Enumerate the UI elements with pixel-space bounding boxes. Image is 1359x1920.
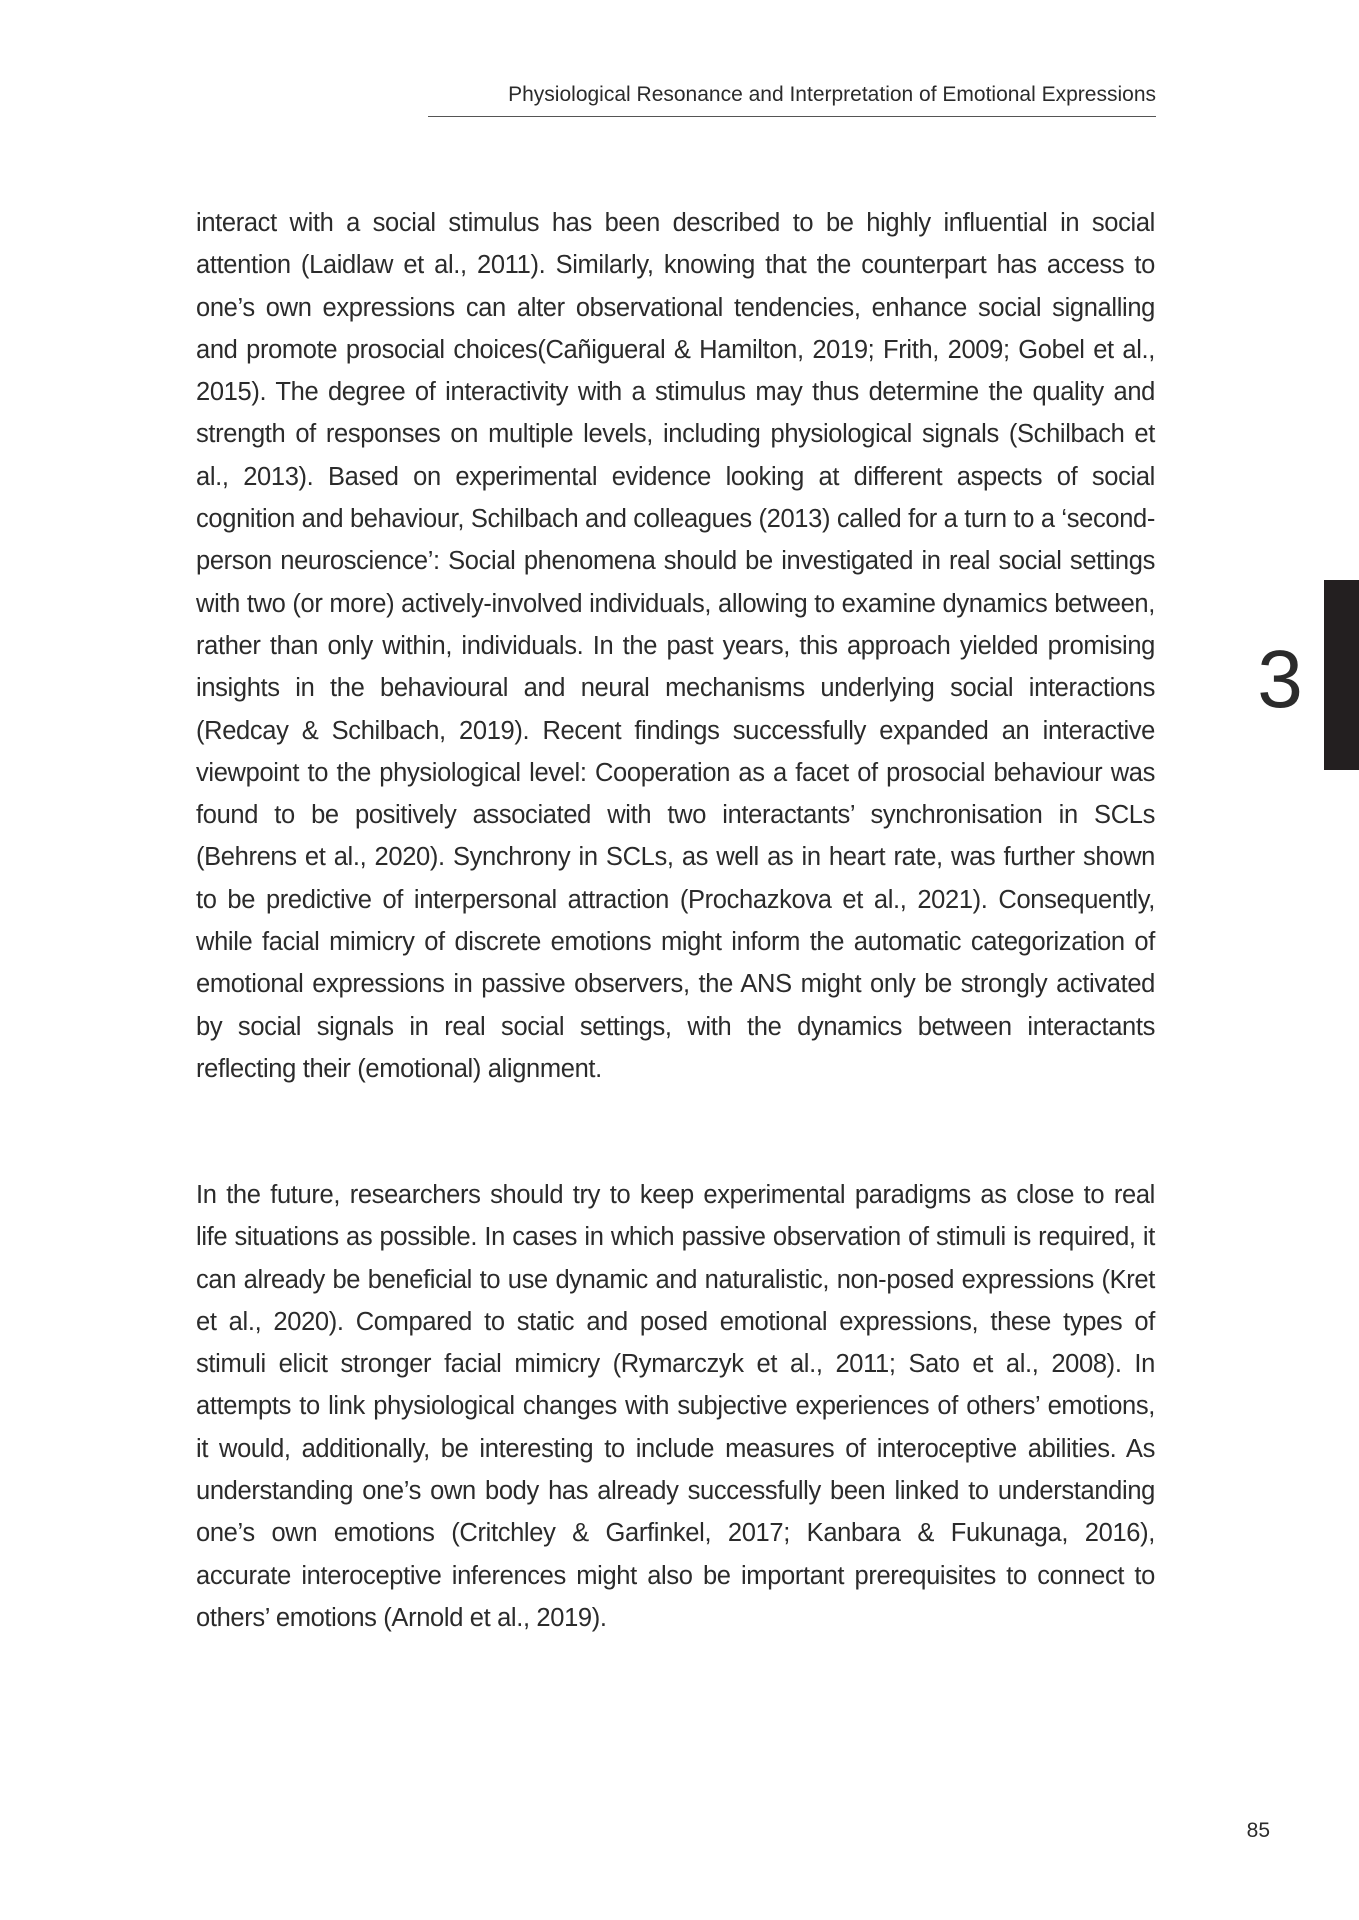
paragraph-text: interact with a social stimulus has been described to be highly influential in social attention (Laidlaw et al., 2011). Similarly, knowing that the counterpart has access to one’s own expressions can alter observational tendencies, enhance social signalling and promote prosocial choices(Cañigueral & Hamilton, 2019; Frith, 2009; Gobel et al., 2015). The degree of interactivity with a stimulus may thus determine the quality and strength of responses on multiple levels, including physiological signals (Schilbach et al., 2013). Based on experimental evidence looking at different aspects of social cognition and behaviour, Schilbach and colleagues (2013) called for a turn to a ‘second-person neuroscience’: Social phenomena should be investigated in real social settings with two (or more) actively-involved individuals, allowing to examine dynamics between, rather than only within, individuals. In the past years, this approach yielded promising insights in the behavioural and neural mechanisms underlying social interactions (Redcay & Schilbach, 2019). Recent findings successfully expanded an interactive viewpoint to the physiological level: Cooperation as a facet of prosocial behaviour was found to be positively associated with two interactants’ synchronisation in SCLs (Behrens et al., 2020). Synchrony in SCLs, as well as in heart rate, was further shown to be predictive of interpersonal attraction (Prochazkova et al., 2021). Consequently, while facial mimicry of discrete emotions might inform the automatic categorization of emotional expressions in passive observers, the ANS might only be strongly activated by social signals in real social settings, with the dynamics between interactants reflecting their (emotional) alignment. <box>196 209 1155 1083</box>
running-header: Physiological Resonance and Interpretation of Emotional Expressions <box>428 82 1156 117</box>
body-paragraph-1 <box>196 202 1155 1090</box>
page-number: 85 <box>1246 1819 1270 1842</box>
chapter-tab <box>1324 580 1359 770</box>
body-paragraph-2 <box>196 1174 1155 1639</box>
paragraph-text: In the future, researchers should try to keep experimental paradigms as close to real life situations as possible. In cases in which passive observation of stimuli is required, it can already be beneficial to use dynamic and naturalistic, non-posed expressions (Kret et al., 2020). Compared to static and posed emotional expressions, these types of stimuli elicit stronger facial mimicry (Rymarczyk et al., 2011; Sato et al., 2008). In attempts to link physiological changes with subjective experiences of others’ emotions, it would, additionally, be interesting to include measures of interoceptive abilities. As understanding one’s own body has already successfully been linked to understanding one’s own emotions (Critchley & Garfinkel, 2017; Kanbara & Fukunaga, 2016), accurate interoceptive inferences might also be important prerequisites to connect to others’ emotions (Arnold et al., 2019). <box>196 1181 1155 1632</box>
chapter-number: 3 <box>1257 634 1303 725</box>
